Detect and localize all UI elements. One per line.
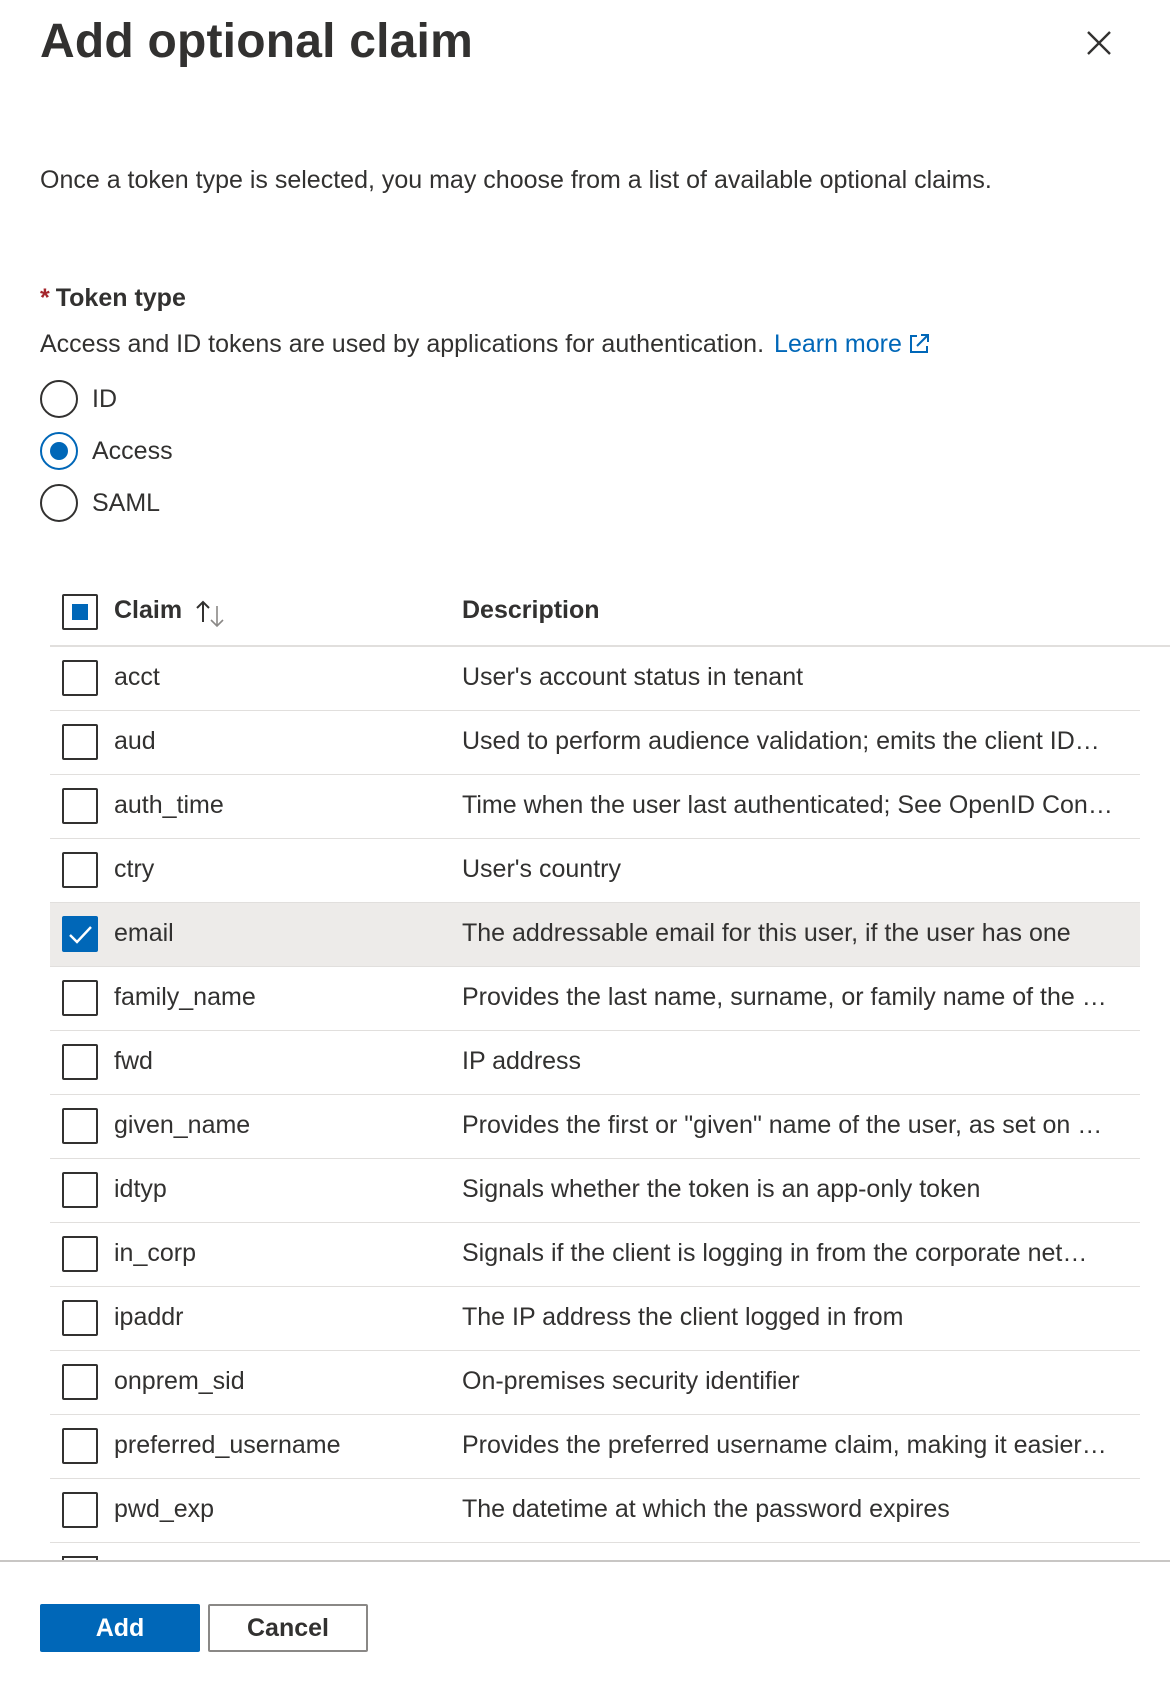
claim-name: onprem_sid — [114, 1367, 245, 1395]
table-row[interactable] — [50, 1223, 1140, 1287]
row-checkbox[interactable] — [62, 1492, 98, 1528]
cancel-button[interactable]: Cancel — [208, 1604, 368, 1652]
table-row[interactable] — [50, 967, 1140, 1031]
claim-description: The datetime at which the password expires — [462, 1495, 950, 1523]
learn-more-text: Learn more — [774, 330, 902, 358]
radio-option-access[interactable] — [40, 431, 173, 471]
claim-name: idtyp — [114, 1175, 167, 1203]
claim-description: Provides the last name, surname, or family name of the … — [462, 983, 1107, 1011]
row-checkbox-checked[interactable] — [62, 916, 98, 952]
claim-description: User's country — [462, 855, 621, 883]
checkmark-icon — [64, 918, 96, 950]
claim-name: family_name — [114, 983, 256, 1011]
table-row[interactable] — [50, 1159, 1140, 1223]
row-checkbox[interactable] — [62, 1236, 98, 1272]
claim-description: Provides the first or "given" name of the user, as set on … — [462, 1111, 1103, 1139]
row-checkbox[interactable] — [62, 980, 98, 1016]
token-type-label-text: Token type — [55, 284, 186, 312]
row-checkbox[interactable] — [62, 1108, 98, 1144]
radio-label-id: ID — [92, 384, 117, 413]
required-marker: * — [40, 284, 50, 312]
row-checkbox[interactable] — [62, 660, 98, 696]
table-row[interactable] — [50, 1351, 1140, 1415]
table-row[interactable] — [50, 647, 1140, 711]
claim-description: On-premises security identifier — [462, 1367, 800, 1395]
radio-label-access: Access — [92, 436, 173, 465]
claim-name: fwd — [114, 1047, 153, 1075]
claim-name: auth_time — [114, 791, 224, 819]
token-type-description-text: Access and ID tokens are used by applications for authentication. — [40, 330, 765, 358]
row-checkbox[interactable] — [62, 1428, 98, 1464]
column-header-claim[interactable]: Claim — [114, 596, 183, 624]
radio-button-id[interactable] — [40, 380, 78, 418]
table-row[interactable] — [50, 775, 1140, 839]
row-checkbox[interactable] — [62, 852, 98, 888]
row-checkbox[interactable] — [62, 1044, 98, 1080]
radio-button-saml[interactable] — [40, 484, 78, 522]
sort-icon[interactable] — [192, 598, 228, 628]
claim-description: Time when the user last authenticated; See OpenID Con… — [462, 791, 1113, 819]
row-checkbox[interactable] — [62, 1364, 98, 1400]
claim-name: ctry — [114, 855, 155, 883]
table-header — [50, 580, 1170, 647]
close-icon — [1078, 22, 1120, 64]
token-type-description — [40, 330, 932, 359]
claim-name: given_name — [114, 1111, 251, 1139]
select-all-checkbox[interactable] — [62, 594, 98, 630]
claim-name: ipaddr — [114, 1303, 184, 1331]
claim-name: email — [114, 919, 174, 947]
table-row[interactable] — [50, 1095, 1140, 1159]
radio-option-id[interactable] — [40, 379, 117, 419]
claim-name: preferred_username — [114, 1431, 341, 1459]
claim-name: aud — [114, 727, 156, 755]
radio-label-saml: SAML — [92, 488, 161, 517]
panel-title: Add optional claim — [40, 15, 473, 68]
table-row-selected[interactable] — [50, 903, 1140, 967]
table-row[interactable] — [50, 1287, 1140, 1351]
intro-text: Once a token type is selected, you may choose from a list of available optional claims. — [40, 166, 992, 194]
claim-name: in_corp — [114, 1239, 196, 1267]
row-checkbox[interactable] — [62, 724, 98, 760]
add-button[interactable]: Add — [40, 1604, 200, 1652]
row-checkbox[interactable] — [62, 1172, 98, 1208]
column-header-description: Description — [462, 596, 600, 624]
claim-description: IP address — [462, 1047, 582, 1075]
table-row[interactable] — [50, 839, 1140, 903]
table-row[interactable] — [50, 1415, 1140, 1479]
radio-option-saml[interactable] — [40, 483, 160, 523]
claim-description: Signals whether the token is an app-only token — [462, 1175, 981, 1203]
row-checkbox[interactable] — [62, 1300, 98, 1336]
claim-description: User's account status in tenant — [462, 663, 804, 691]
table-row[interactable] — [50, 711, 1140, 775]
claim-description: Provides the preferred username claim, making it easier… — [462, 1431, 1107, 1459]
row-checkbox[interactable] — [62, 788, 98, 824]
token-type-label — [40, 284, 186, 313]
external-link-icon — [906, 331, 932, 357]
radio-button-access[interactable] — [40, 432, 78, 470]
claim-description: Used to perform audience validation; emits the client ID… — [462, 727, 1100, 755]
close-button[interactable] — [1078, 22, 1120, 64]
table-row[interactable] — [50, 1479, 1140, 1543]
claim-description: The IP address the client logged in from — [462, 1303, 904, 1331]
claim-name: pwd_exp — [114, 1495, 215, 1523]
claims-table — [50, 580, 1170, 1543]
claim-description: Signals if the client is logging in from the corporate net… — [462, 1239, 1088, 1267]
learn-more-link[interactable] — [774, 330, 932, 358]
claim-name: acct — [114, 663, 160, 691]
table-row[interactable] — [50, 1031, 1140, 1095]
claim-description: The addressable email for this user, if the user has one — [462, 919, 1071, 947]
